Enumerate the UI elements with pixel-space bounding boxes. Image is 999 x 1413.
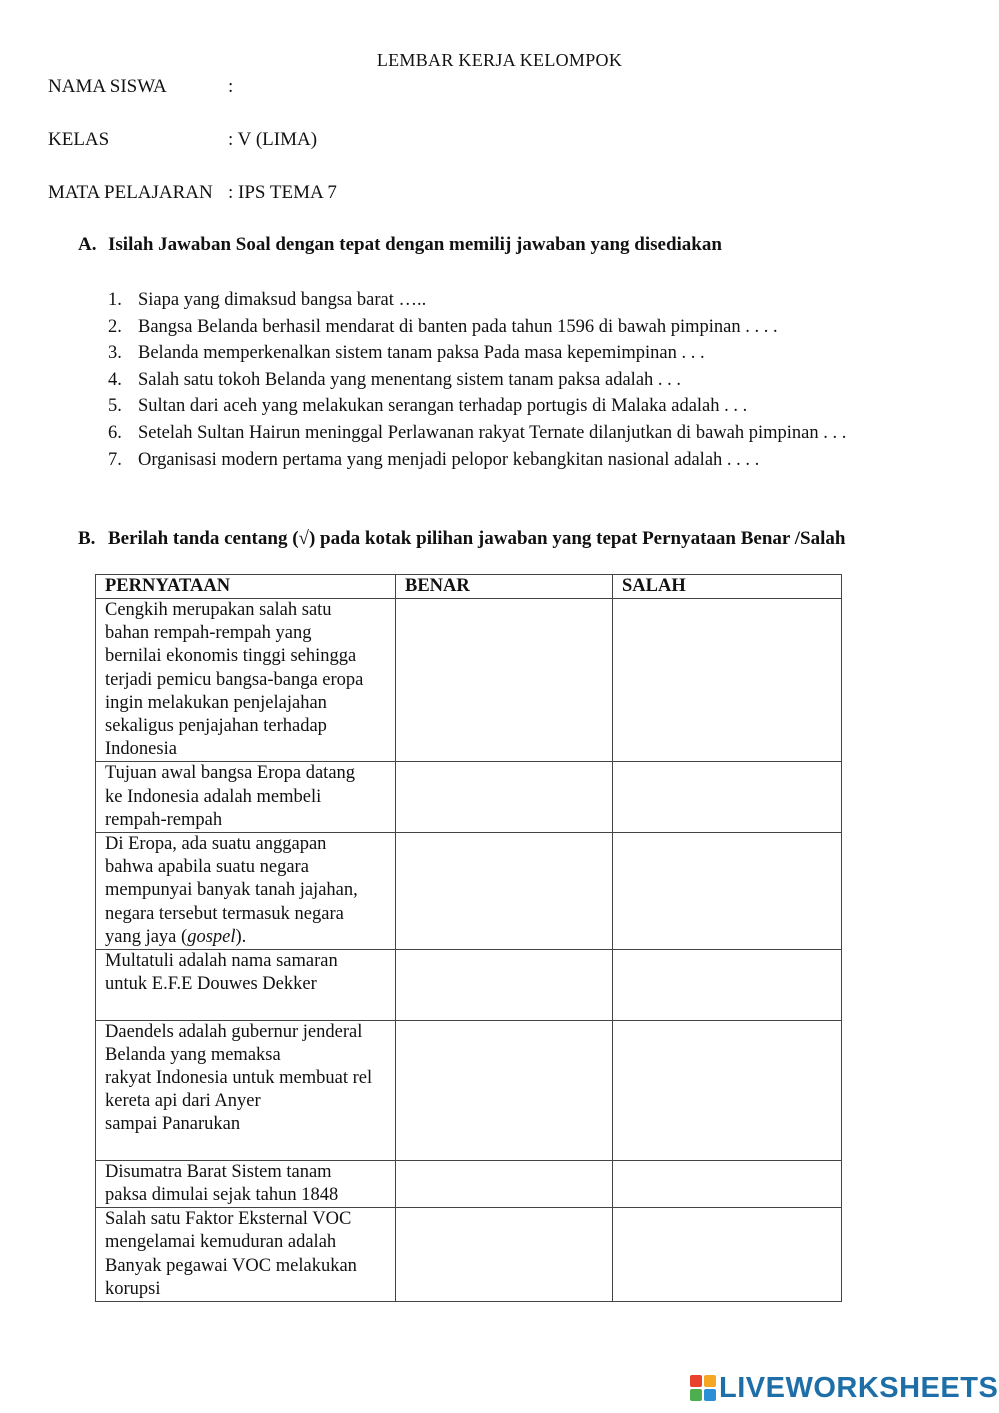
question-list: [108, 287, 968, 473]
class-value: : V (LIMA): [228, 129, 318, 150]
question-number: 1.: [108, 290, 122, 310]
question-number: 5.: [108, 396, 122, 417]
question-number: 7.: [108, 449, 122, 470]
column-header-false: SALAH: [613, 575, 842, 599]
question-item: [108, 340, 968, 367]
true-answer-box[interactable]: [396, 1208, 613, 1302]
true-answer-box[interactable]: [396, 833, 613, 950]
table-header-row: [96, 575, 842, 599]
table-row: [96, 950, 842, 1021]
true-answer-box[interactable]: [396, 950, 613, 1021]
liveworksheets-logo: [690, 1372, 998, 1404]
question-text: Sultan dari aceh yang melakukan serangan terhadap portugis di Malaka adalah . . .: [138, 396, 748, 417]
true-answer-box[interactable]: [396, 599, 613, 762]
student-name-value: :: [228, 76, 234, 97]
false-answer-box[interactable]: [613, 599, 842, 762]
question-item: [108, 393, 968, 420]
section-a-title: Isilah Jawaban Soal dengan tepat dengan memilij jawaban yang disediakan: [108, 234, 722, 255]
table-row: [96, 1160, 842, 1207]
class-row: [48, 128, 317, 152]
question-number: 3.: [108, 343, 122, 364]
question-number: 2.: [108, 316, 122, 337]
worksheet-title: LEMBAR KERJA KELOMPOK: [376, 50, 623, 70]
class-label: KELAS: [48, 129, 110, 150]
question-text: Organisasi modern pertama yang menjadi pelopor kebangkitan nasional adalah . . . .: [138, 449, 760, 470]
question-text: Belanda memperkenalkan sistem tanam paksa Pada masa kepemimpinan . . .: [138, 343, 705, 364]
true-false-table: [95, 574, 842, 1302]
subject-row: [48, 181, 337, 205]
question-text: Siapa yang dimaksud bangsa barat …..: [138, 290, 427, 310]
student-name-label: NAMA SISWA: [48, 76, 167, 97]
question-item: [108, 447, 968, 474]
question-text: Setelah Sultan Hairun meninggal Perlawanan rakyat Ternate dilanjutkan di bawah pimpinan . . .: [138, 422, 847, 443]
student-name-row: [48, 75, 233, 99]
subject-label: MATA PELAJARAN: [48, 182, 213, 203]
table-row: [96, 833, 842, 950]
question-number: 6.: [108, 422, 122, 443]
column-header-statement: PERNYATAAN: [96, 575, 396, 599]
question-text: Salah satu tokoh Belanda yang menentang sistem tanam paksa adalah . . .: [138, 369, 682, 390]
question-item: [108, 314, 968, 341]
true-answer-box[interactable]: [396, 1160, 613, 1207]
column-header-true: BENAR: [396, 575, 613, 599]
false-answer-box[interactable]: [613, 1208, 842, 1302]
question-item: [108, 367, 968, 394]
section-b-title: Berilah tanda centang (√) pada kotak pilihan jawaban yang tepat Pernyataan Benar /Salah: [108, 528, 846, 549]
statement-italic-term: gospel: [187, 926, 236, 947]
liveworksheets-logo-text: LIVEWORKSHEETS: [719, 1371, 999, 1404]
liveworksheets-logo-icon: [690, 1375, 716, 1401]
table-row: [96, 762, 842, 833]
question-text: Bangsa Belanda berhasil mendarat di banten pada tahun 1596 di bawah pimpinan . . . .: [138, 316, 778, 337]
section-b-heading: [78, 528, 845, 550]
false-answer-box[interactable]: [613, 1020, 842, 1160]
section-a-letter: A.: [78, 234, 97, 255]
statement-text: Disumatra Barat Sistem tanam paksa dimulai sejak tahun 1848: [96, 1160, 396, 1207]
table-row: [96, 1020, 842, 1160]
false-answer-box[interactable]: [613, 950, 842, 1021]
false-answer-box[interactable]: [613, 833, 842, 950]
statement-text: Tujuan awal bangsa Eropa datang ke Indonesia adalah membeli rempah-rempah: [96, 762, 396, 833]
true-answer-box[interactable]: [396, 762, 613, 833]
table-row: [96, 1208, 842, 1302]
statement-text: Cengkih merupakan salah satu bahan rempah-rempah yang bernilai ekonomis tinggi sehingga terjadi pemicu bangsa-banga eropa ingin melakukan penjelajahan sekaligus penjajahan terhadap Indonesia: [96, 599, 396, 762]
statement-text-part: ).: [235, 926, 247, 947]
table-row: [96, 599, 842, 762]
true-answer-box[interactable]: [396, 1020, 613, 1160]
statement-text: Salah satu Faktor Eksternal VOC mengelamai kemuduran adalah Banyak pegawai VOC melakukan korupsi: [96, 1208, 396, 1302]
section-a-heading: [78, 234, 722, 256]
statement-text: [96, 833, 396, 950]
false-answer-box[interactable]: [613, 762, 842, 833]
section-b-letter: B.: [78, 528, 96, 549]
question-item: [108, 420, 968, 447]
question-item: [108, 287, 968, 314]
statement-text: Daendels adalah gubernur jenderal Belanda yang memaksa rakyat Indonesia untuk membuat rel kereta api dari Anyer sampai Panarukan: [96, 1020, 396, 1160]
statement-text: Multatuli adalah nama samaran untuk E.F.E Douwes Dekker: [96, 950, 396, 1021]
subject-value: : IPS TEMA 7: [228, 182, 337, 203]
false-answer-box[interactable]: [613, 1160, 842, 1207]
statement-text-part: Di Eropa, ada suatu anggapan bahwa apabila suatu negara mempunyai banyak tanah jajahan, negara tersebut termasuk negara yang jaya (: [105, 834, 358, 947]
question-number: 4.: [108, 369, 122, 390]
